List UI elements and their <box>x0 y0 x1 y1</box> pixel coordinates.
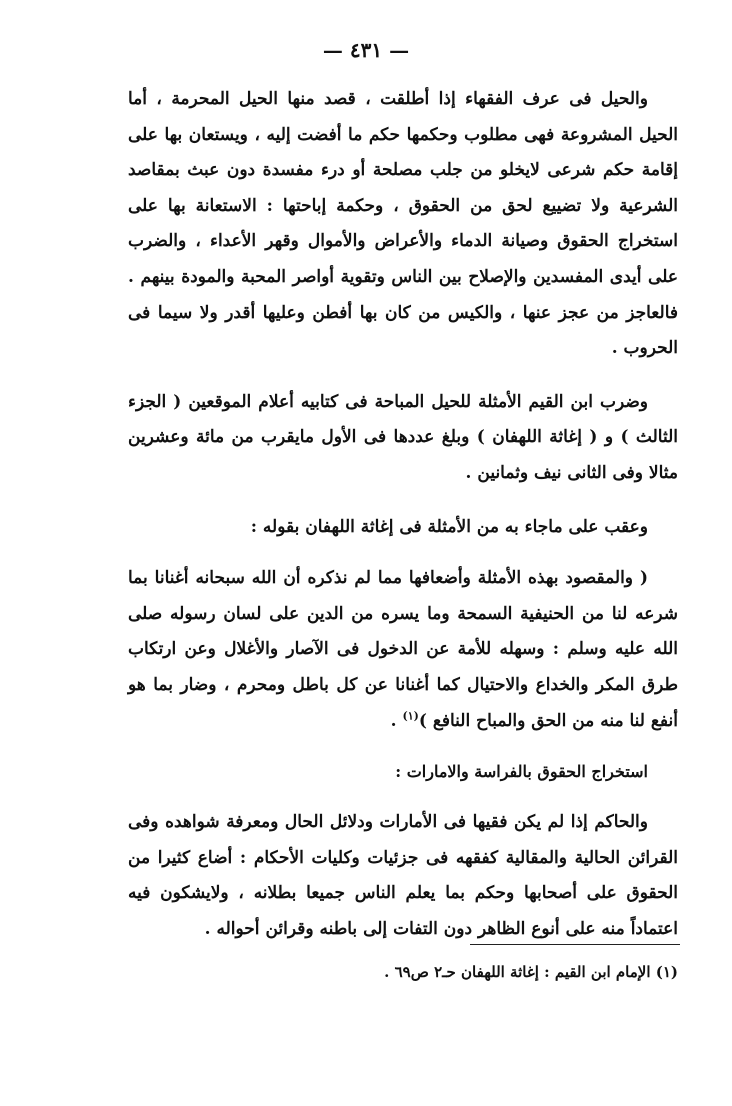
paragraph-gap <box>128 789 678 805</box>
paragraph-judge-signs: والحاكم إذا لم يكن فقيها فى الأمارات ودلائل الحال ومعرفة شواهده وفى القرائن الحالية والمقالية كفقهه فى جزئيات وكليات الأحكام : أضاع كثيرا من الحقوق على أصحابها وحكم بما يعلم الناس جميعا بطلانه ، ولايشكون فيه اعتماداً منه على أنوع الظاهر دون التفات إلى باطنه وقرائن أحواله . <box>128 812 678 939</box>
page-number: — ٤٣١ — <box>322 38 410 62</box>
footnote-reference: (١) <box>402 708 419 722</box>
footnote: (١) الإمام ابن القيم : إغاثة اللهفان حـ٢ ص٦٩ . <box>384 963 678 981</box>
page-body <box>128 82 678 947</box>
paragraph-gap <box>128 367 678 385</box>
paragraph-gap <box>128 545 678 561</box>
paragraph-gap <box>128 492 678 510</box>
quotation-text: ( والمقصود بهذه الأمثلة وأضعافها مما لم نذكره أن الله سبحانه أغنانا بما شرعه لنا من الحنيفية السمحة وما يسره من الدين على لسان رسوله صلى الله عليه وسلم : وسهله للأمة عن الدخول فى الآصار والأغلال وعن ارتكاب طرق المكر والخداع والاحتيال كما أغنانا عن كل باطل ومحرم ، وضار بما هو أنفع لنا منه من الحق والمباح النافع ) <box>128 568 678 731</box>
paragraph-quote-intro: وعقب على ماجاء به من الأمثلة فى إغاثة اللهفان بقوله : <box>250 516 648 537</box>
quotation-end: . <box>390 710 403 731</box>
section-heading: استخراج الحقوق بالفراسة والامارات : <box>395 762 648 782</box>
paragraph-gap <box>128 739 678 755</box>
paragraph-legal-stratagems: والحيل فى عرف الفقهاء إذا أطلقت ، قصد منها الحيل المحرمة ، أما الحيل المشروعة فهى مطلوب وحكمها حكم ما أفضت إليه ، ويستعان بها على إقامة حكم شرعى لايخلو من جلب مصلحة أو درء مفسدة دون عبث بمقاصد الشرعية ولا تضييع لحق من الحقوق ، وحكمة إباحتها : الاستعانة بها على استخراج الحقوق وصيانة الدماء والأعراض والأموال وقهر الأعداء ، والضرب على أيدى المفسدين والإصلاح بين الناس وتقوية أواصر المحبة والمودة بينهم . فالعاجز من عجز عنها ، والكيس من كان بها أفطن وعليها أقدر ولا سيما فى الحروب . <box>128 89 678 359</box>
paragraph-quotation <box>128 561 678 739</box>
paragraph-ibn-qayyim-examples: وضرب ابن القيم الأمثلة للحيل المباحة فى كتابيه أعلام الموقعين ( الجزء الثالث ) و ( إغاثة اللهفان ) وبلغ عددها فى الأول مايقرب من مائة وعشرين مثالا وفى الثانى نيف وثمانين . <box>128 391 678 483</box>
footnote-divider <box>470 944 680 945</box>
